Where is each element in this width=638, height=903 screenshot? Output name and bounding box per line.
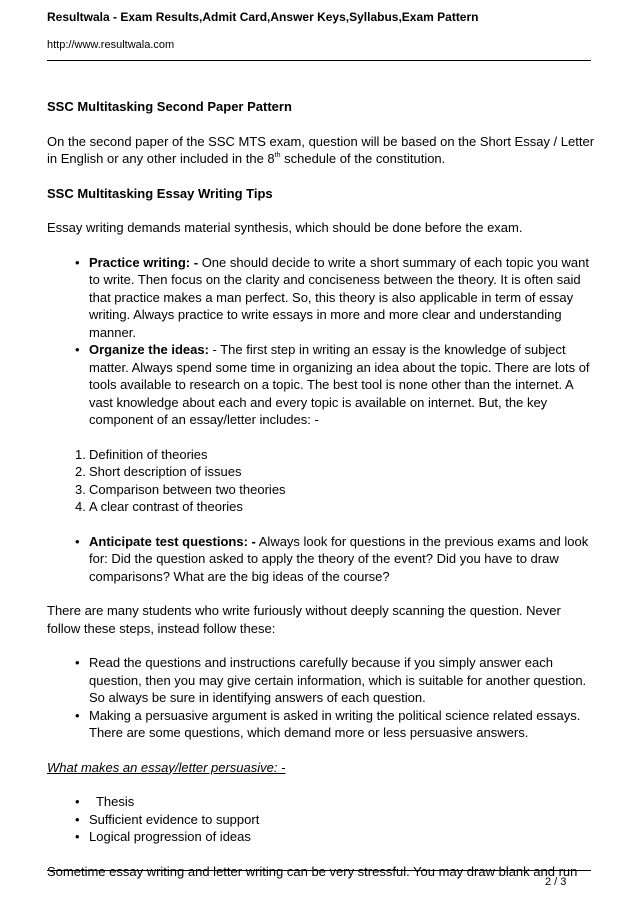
tip-label: Anticipate test questions: - [89,533,256,549]
section-heading-paper-pattern: SSC Multitasking Second Paper Pattern [47,99,292,114]
bullet-icon: • [75,655,80,670]
paragraph-scanning: There are many students who write furiously without deeply scanning the question. Never follow these steps, instead follow these: [47,603,561,636]
list-text: Thesis [89,794,135,809]
persuasive-list [75,793,597,846]
footer-divider [47,870,591,871]
paragraph-paper-pattern [47,133,597,168]
list-text: Logical progression of ideas [89,829,251,844]
bullet-icon: • [75,829,80,844]
list-text: A clear contrast of theories [89,499,243,514]
header-title: Resultwala - Exam Results,Admit Card,Answer Keys,Syllabus,Exam Pattern [47,10,479,24]
paragraph-essay-intro: Essay writing demands material synthesis, which should be done before the exam. [47,220,523,235]
tip-text: - The first step in writing an essay is the knowledge of subject matter. Always spend some time in organizing an idea about the topic. There are lots of tools available to research on a topic. The best tool is none other than the internet. A vast knowledge about each and every topic is available on internet. But, the key component of an essay/letter includes: - [89,342,590,427]
page-number: 2 / 3 [545,876,567,888]
bullet-icon: • [75,707,80,723]
tip-text: One should decide to write a short summary of each topic you want to write. Then focus on the clarity and conciseness between the theory. It is often said that practice makes a man perfect. So, this theory is also applicable in term of essay writing. Always practice to write essays in more and more clear and understanding manner. [89,254,589,340]
list-text: Sufficient evidence to support [89,811,260,827]
steps-list [75,654,597,742]
tip-label: Practice writing: - [89,254,199,270]
list-number: 3. [75,481,86,497]
paragraph-text: schedule of the constitution. [280,151,446,166]
list-item [75,707,597,742]
list-text: Comparison between two theories [89,481,286,497]
list-item [75,811,597,829]
list-number: 1. [75,446,86,462]
section-heading-essay-tips: SSC Multitasking Essay Writing Tips [47,185,273,201]
section-heading-persuasive: What makes an essay/letter persuasive: - [47,759,286,775]
list-item [75,446,597,464]
list-number: 4. [75,499,86,514]
bullet-icon: • [75,811,80,827]
bullet-icon: • [75,533,80,549]
paragraph-text: On the second paper of the SSC MTS exam, question will be based on the Short Essay / Letter [47,133,595,149]
tip-label: Organize the ideas: [89,342,209,357]
list-item [75,498,597,516]
bullet-icon: • [75,254,80,270]
bullet-icon: • [75,794,80,809]
list-text: Making a persuasive argument is asked in writing the political science related essays. There are some questions, which demand more or less persuasive answers. [89,707,581,740]
paragraph-text: in English or any other included in the 8 [47,151,275,166]
header-divider [47,60,591,61]
tips-list [75,254,597,429]
list-item [75,828,597,846]
header-url[interactable]: http://www.resultwala.com [47,39,175,51]
list-number: 2. [75,464,86,479]
list-text: Read the questions and instructions carefully because if you simply answer each question, then you may give certain information, which is suitable for another question. So always be sure in identifying answers of each question. [89,655,587,705]
list-item [75,793,597,811]
list-item [75,654,597,707]
list-item [75,533,597,586]
list-item [75,254,597,342]
tips-list-continued [75,533,597,586]
list-item [75,463,597,481]
bullet-icon: • [75,342,80,357]
document-content [47,98,597,880]
tip-text: Always look for questions in the previous exams and look for: Did the question asked to apply the theory of the event? Did you have to draw comparisons? What are the big ideas of the course? [89,533,589,584]
list-text: Short description of issues [89,464,242,479]
list-item [75,341,597,429]
list-item [75,481,597,499]
list-text: Definition of theories [89,446,208,462]
paragraph-stress: Sometime essay writing and letter writing can be very stressful. You may draw blank and run [47,863,578,879]
components-list [75,446,597,516]
superscript: th [274,151,281,159]
